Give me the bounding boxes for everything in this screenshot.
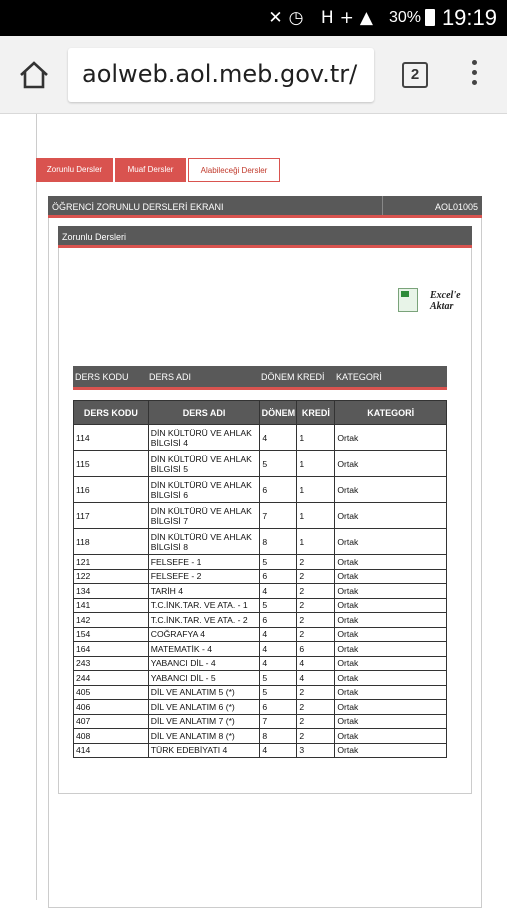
cell-ders-adi: DİL VE ANLATIM 6 (*) bbox=[148, 700, 260, 715]
battery-percent: 30% bbox=[388, 9, 421, 26]
colbar-kategori: KATEGORİ bbox=[336, 372, 382, 382]
table-row bbox=[74, 671, 447, 686]
cell-ders-adi: FELSEFE - 2 bbox=[148, 569, 260, 584]
th-ders-kodu[interactable]: DERS KODU bbox=[74, 401, 149, 425]
excel-export-button[interactable] bbox=[398, 288, 468, 318]
cell-kategori: Ortak bbox=[335, 671, 447, 686]
cell-ders-kodu: 406 bbox=[74, 700, 149, 715]
excel-label-line2: Aktar bbox=[430, 301, 454, 312]
screen-code: AOL01005 bbox=[434, 202, 478, 212]
column-filter-bar bbox=[73, 366, 447, 390]
screen-title: ÖĞRENCİ ZORUNLU DERSLERİ EKRANI bbox=[52, 202, 224, 212]
cell-kredi: 2 bbox=[297, 598, 335, 613]
cell-kategori: Ortak bbox=[335, 598, 447, 613]
cell-donem: 4 bbox=[260, 642, 297, 657]
cell-kategori: Ortak bbox=[335, 642, 447, 657]
cell-kredi: 2 bbox=[297, 700, 335, 715]
cell-kredi: 6 bbox=[297, 642, 335, 657]
address-bar[interactable] bbox=[68, 48, 374, 102]
battery-icon bbox=[425, 9, 435, 26]
cell-donem: 4 bbox=[260, 656, 297, 671]
cell-kategori: Ortak bbox=[335, 627, 447, 642]
cell-kategori: Ortak bbox=[335, 529, 447, 555]
cell-kategori: Ortak bbox=[335, 714, 447, 729]
cell-kredi: 2 bbox=[297, 584, 335, 599]
cell-ders-kodu: 243 bbox=[74, 656, 149, 671]
cell-kategori: Ortak bbox=[335, 700, 447, 715]
cell-kredi: 2 bbox=[297, 627, 335, 642]
section-title: Zorunlu Dersleri bbox=[62, 232, 127, 242]
cell-ders-kodu: 117 bbox=[74, 503, 149, 529]
cell-ders-kodu: 114 bbox=[74, 425, 149, 451]
cell-ders-adi: DİN KÜLTÜRÜ VE AHLAK BİLGİSİ 7 bbox=[148, 503, 260, 529]
cell-kategori: Ortak bbox=[335, 451, 447, 477]
cell-ders-adi: DİL VE ANLATIM 7 (*) bbox=[148, 714, 260, 729]
cell-donem: 6 bbox=[260, 569, 297, 584]
cell-kredi: 1 bbox=[297, 529, 335, 555]
cell-kategori: Ortak bbox=[335, 425, 447, 451]
table-row bbox=[74, 714, 447, 729]
cell-kategori: Ortak bbox=[335, 656, 447, 671]
cell-ders-kodu: 154 bbox=[74, 627, 149, 642]
cell-kredi: 2 bbox=[297, 714, 335, 729]
cell-donem: 8 bbox=[260, 529, 297, 555]
cell-ders-kodu: 116 bbox=[74, 477, 149, 503]
cell-kategori: Ortak bbox=[335, 729, 447, 744]
cell-kredi: 1 bbox=[297, 425, 335, 451]
colbar-donem-kredi: DÖNEM KREDİ bbox=[261, 372, 325, 382]
cell-ders-adi: YABANCI DİL - 4 bbox=[148, 656, 260, 671]
cell-kategori: Ortak bbox=[335, 613, 447, 628]
section-header bbox=[58, 226, 472, 248]
cell-donem: 5 bbox=[260, 555, 297, 570]
excel-export-label bbox=[430, 290, 461, 312]
overflow-menu-icon[interactable] bbox=[470, 60, 478, 90]
table-row bbox=[74, 729, 447, 744]
cell-donem: 5 bbox=[260, 598, 297, 613]
cell-kredi: 2 bbox=[297, 613, 335, 628]
cell-kategori: Ortak bbox=[335, 555, 447, 570]
colbar-ders-kodu: DERS KODU bbox=[75, 372, 129, 382]
web-page bbox=[0, 114, 507, 900]
signal-icons: ✕◷ H+▲ bbox=[268, 8, 379, 28]
cell-kredi: 3 bbox=[297, 743, 335, 758]
cell-kredi: 4 bbox=[297, 656, 335, 671]
cell-kategori: Ortak bbox=[335, 503, 447, 529]
cell-kredi: 2 bbox=[297, 685, 335, 700]
cell-kredi: 4 bbox=[297, 671, 335, 686]
cell-kategori: Ortak bbox=[335, 743, 447, 758]
cell-kredi: 2 bbox=[297, 729, 335, 744]
cell-ders-kodu: 121 bbox=[74, 555, 149, 570]
status-bar bbox=[0, 0, 507, 36]
cell-donem: 4 bbox=[260, 584, 297, 599]
table-row bbox=[74, 627, 447, 642]
cell-ders-adi: T.C.İNK.TAR. VE ATA. - 2 bbox=[148, 613, 260, 628]
cell-ders-adi: MATEMATİK - 4 bbox=[148, 642, 260, 657]
cell-kategori: Ortak bbox=[335, 477, 447, 503]
table-row bbox=[74, 503, 447, 529]
cell-ders-adi: DİN KÜLTÜRÜ VE AHLAK BİLGİSİ 5 bbox=[148, 451, 260, 477]
cell-ders-adi: DİL VE ANLATIM 5 (*) bbox=[148, 685, 260, 700]
cell-ders-adi: DİN KÜLTÜRÜ VE AHLAK BİLGİSİ 4 bbox=[148, 425, 260, 451]
home-icon[interactable] bbox=[18, 60, 50, 90]
cell-kredi: 2 bbox=[297, 555, 335, 570]
cell-donem: 4 bbox=[260, 743, 297, 758]
cell-kredi: 1 bbox=[297, 477, 335, 503]
colbar-ders-adi: DERS ADI bbox=[149, 372, 192, 382]
table-row bbox=[74, 743, 447, 758]
tab-switcher-button[interactable]: 2 bbox=[402, 62, 428, 88]
clock: 19:19 bbox=[441, 5, 497, 30]
cell-ders-adi: T.C.İNK.TAR. VE ATA. - 1 bbox=[148, 598, 260, 613]
cell-donem: 5 bbox=[260, 451, 297, 477]
th-donem[interactable]: DÖNEM bbox=[260, 401, 297, 425]
cell-donem: 7 bbox=[260, 714, 297, 729]
excel-label-line1: Excel'e bbox=[430, 290, 461, 301]
browser-toolbar bbox=[0, 36, 507, 114]
cell-ders-adi: DİN KÜLTÜRÜ VE AHLAK BİLGİSİ 8 bbox=[148, 529, 260, 555]
table-row bbox=[74, 451, 447, 477]
tab-zorunlu-dersler[interactable]: Zorunlu Dersler bbox=[36, 158, 114, 182]
cell-ders-kodu: 122 bbox=[74, 569, 149, 584]
cell-ders-kodu: 405 bbox=[74, 685, 149, 700]
cell-ders-adi: YABANCI DİL - 5 bbox=[148, 671, 260, 686]
table-row bbox=[74, 555, 447, 570]
table-row bbox=[74, 656, 447, 671]
th-ders-adi[interactable]: DERS ADI bbox=[148, 401, 260, 425]
table-row bbox=[74, 700, 447, 715]
table-row bbox=[74, 642, 447, 657]
cell-ders-adi: TARİH 4 bbox=[148, 584, 260, 599]
table-row bbox=[74, 425, 447, 451]
cell-donem: 5 bbox=[260, 685, 297, 700]
table-row bbox=[74, 529, 447, 555]
cell-ders-adi: COĞRAFYA 4 bbox=[148, 627, 260, 642]
table-header-row bbox=[74, 401, 447, 425]
table-row bbox=[74, 569, 447, 584]
cell-kategori: Ortak bbox=[335, 685, 447, 700]
cell-ders-kodu: 118 bbox=[74, 529, 149, 555]
cell-ders-adi: FELSEFE - 1 bbox=[148, 555, 260, 570]
table-row bbox=[74, 584, 447, 599]
header-divider bbox=[382, 196, 383, 215]
tab-muaf-dersler[interactable]: Muaf Dersler bbox=[115, 158, 187, 182]
cell-ders-kodu: 244 bbox=[74, 671, 149, 686]
courses-table bbox=[73, 400, 447, 758]
cell-donem: 6 bbox=[260, 477, 297, 503]
th-kredi[interactable]: KREDİ bbox=[297, 401, 335, 425]
cell-donem: 6 bbox=[260, 700, 297, 715]
cell-ders-kodu: 164 bbox=[74, 642, 149, 657]
cell-ders-adi: TÜRK EDEBİYATI 4 bbox=[148, 743, 260, 758]
cell-donem: 8 bbox=[260, 729, 297, 744]
url-text: aolweb.aol.meb.gov.tr/ bbox=[82, 60, 358, 88]
table-row bbox=[74, 685, 447, 700]
cell-ders-kodu: 407 bbox=[74, 714, 149, 729]
cell-kredi: 1 bbox=[297, 503, 335, 529]
cell-ders-kodu: 142 bbox=[74, 613, 149, 628]
table-row bbox=[74, 598, 447, 613]
screen-header bbox=[48, 196, 482, 218]
th-kategori[interactable]: KATEGORİ bbox=[335, 401, 447, 425]
cell-ders-kodu: 115 bbox=[74, 451, 149, 477]
cell-kredi: 1 bbox=[297, 451, 335, 477]
cell-kategori: Ortak bbox=[335, 584, 447, 599]
cell-donem: 4 bbox=[260, 425, 297, 451]
tab-alabilecegi-dersler[interactable]: Alabileceği Dersler bbox=[188, 158, 280, 182]
cell-donem: 7 bbox=[260, 503, 297, 529]
cell-donem: 4 bbox=[260, 627, 297, 642]
cell-ders-kodu: 408 bbox=[74, 729, 149, 744]
cell-ders-adi: DİN KÜLTÜRÜ VE AHLAK BİLGİSİ 6 bbox=[148, 477, 260, 503]
cell-ders-adi: DİL VE ANLATIM 8 (*) bbox=[148, 729, 260, 744]
table-row bbox=[74, 613, 447, 628]
cell-ders-kodu: 141 bbox=[74, 598, 149, 613]
cell-ders-kodu: 414 bbox=[74, 743, 149, 758]
table-row bbox=[74, 477, 447, 503]
cell-kategori: Ortak bbox=[335, 569, 447, 584]
excel-icon bbox=[398, 288, 418, 312]
cell-donem: 6 bbox=[260, 613, 297, 628]
cell-ders-kodu: 134 bbox=[74, 584, 149, 599]
cell-kredi: 2 bbox=[297, 569, 335, 584]
cell-donem: 5 bbox=[260, 671, 297, 686]
